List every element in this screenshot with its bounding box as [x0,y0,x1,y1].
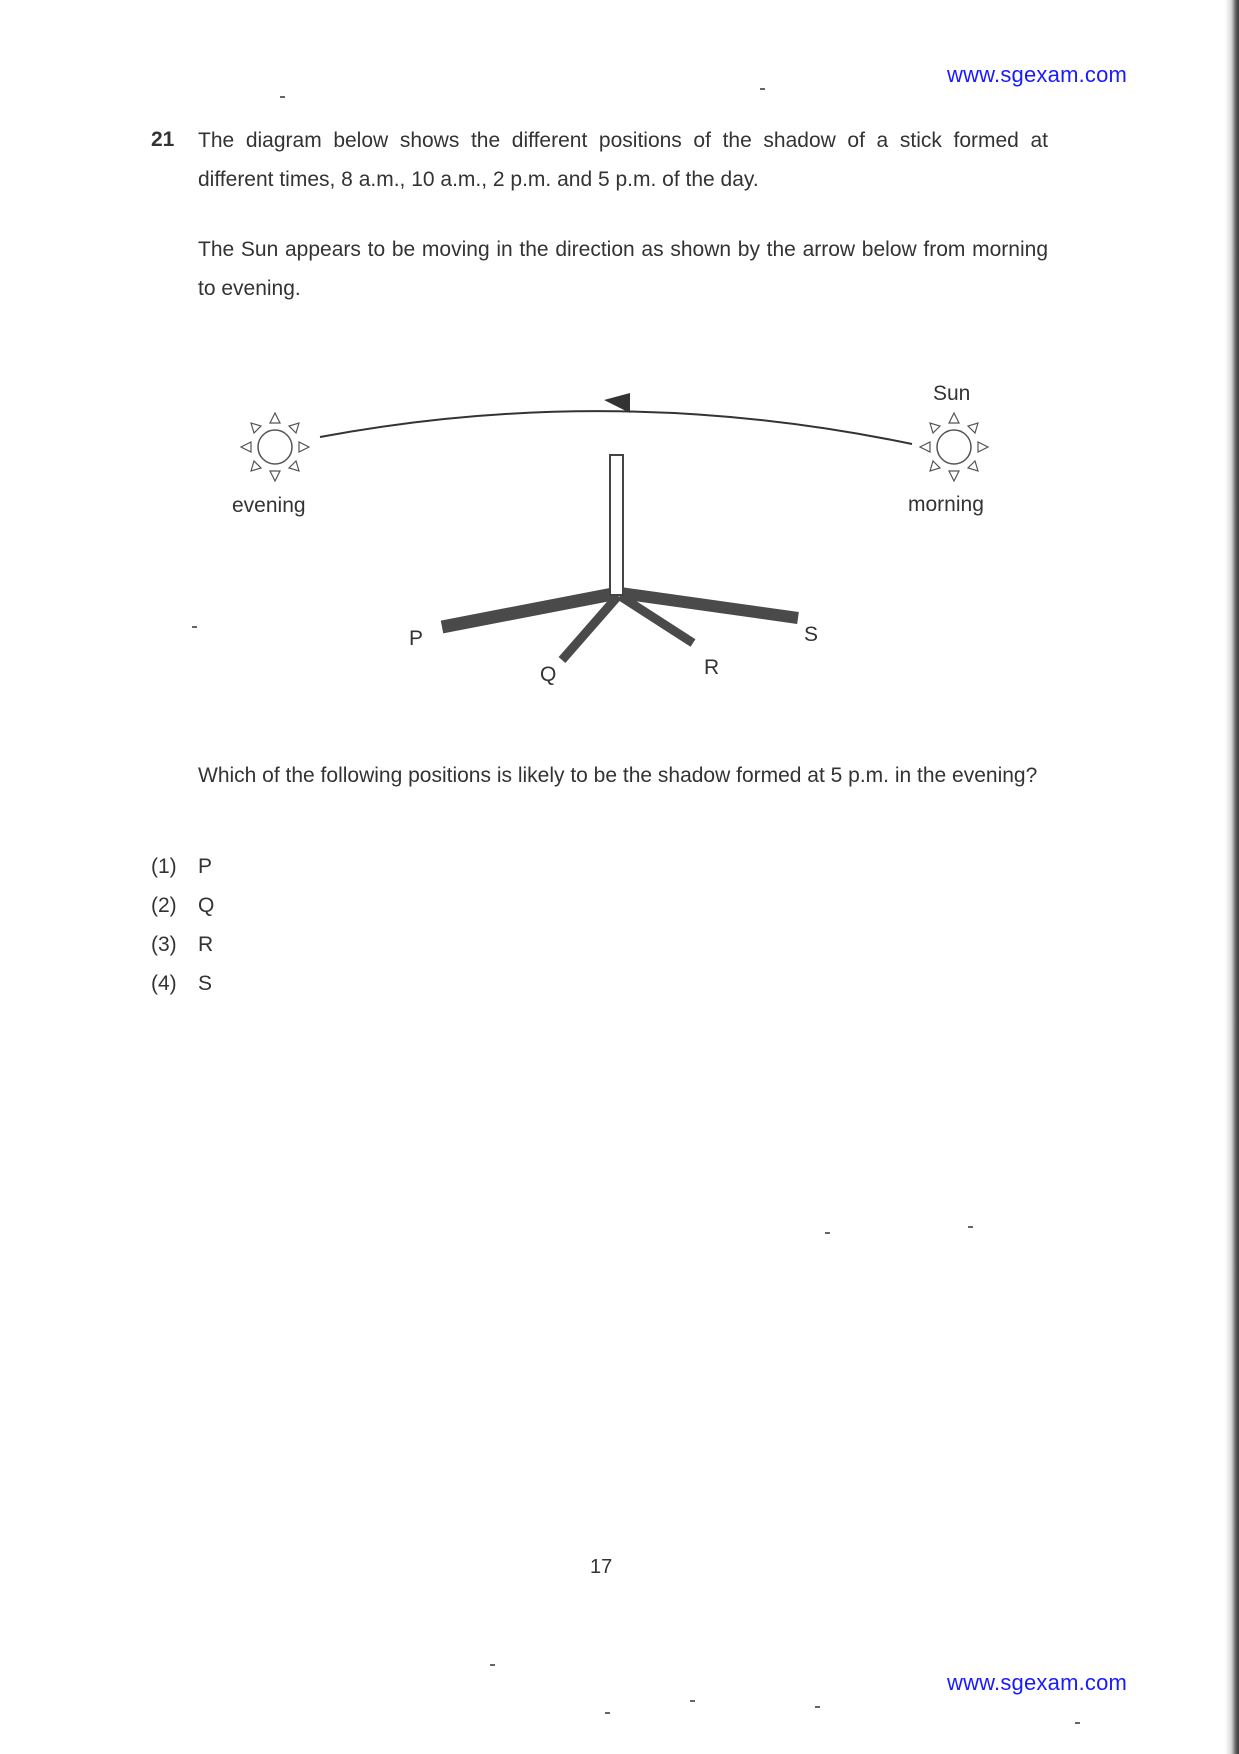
stick [610,455,623,595]
option-value: Q [198,894,215,917]
scan-speck [825,1232,830,1234]
page-number: 17 [590,1556,613,1578]
scan-speck [1075,1722,1080,1724]
shadow-label-p: P [409,627,424,650]
shadow-label-r: R [704,656,720,679]
option-value: P [198,855,213,878]
question-number: 21 [151,128,175,151]
evening-label: evening [232,494,306,517]
direction-arrowhead [604,393,630,413]
shadow-label-s: S [804,623,819,646]
scan-speck [815,1706,820,1708]
scan-speck [690,1700,695,1702]
shadow-diagram [0,0,1239,720]
scan-speck [192,626,197,628]
evening-sun-icon [241,413,309,481]
option-value: R [198,933,214,956]
site-link-top[interactable]: www.sgexam.com [947,62,1128,87]
sun-direction-text: The Sun appears to be moving in the direction as shown by the arrow below from morning to evening. [198,238,1048,300]
question-intro-text: The diagram below shows the different positions of the shadow of a stick formed at different times, 8 a.m., 10 a.m., 2 p.m. and 5 p.m. of the day. [198,129,1048,191]
scan-speck [605,1712,610,1714]
question-prompt-text: Which of the following positions is likely to be the shadow formed at 5 p.m. in the evening? [198,764,1038,787]
shadow-label-q: Q [540,663,557,686]
scan-speck [280,96,285,98]
sun-label: Sun [933,382,971,405]
scan-speck [490,1664,495,1666]
morning-label: morning [908,493,984,516]
option-number: (1) [151,855,177,878]
option-value: S [198,972,213,995]
scan-speck [968,1226,973,1228]
sun-path-arc [320,411,912,444]
option-number: (2) [151,894,177,917]
site-link-bottom[interactable]: www.sgexam.com [947,1670,1128,1695]
option-number: (3) [151,933,177,956]
morning-sun-icon [920,413,988,481]
option-number: (4) [151,972,177,995]
scan-speck [760,88,765,90]
